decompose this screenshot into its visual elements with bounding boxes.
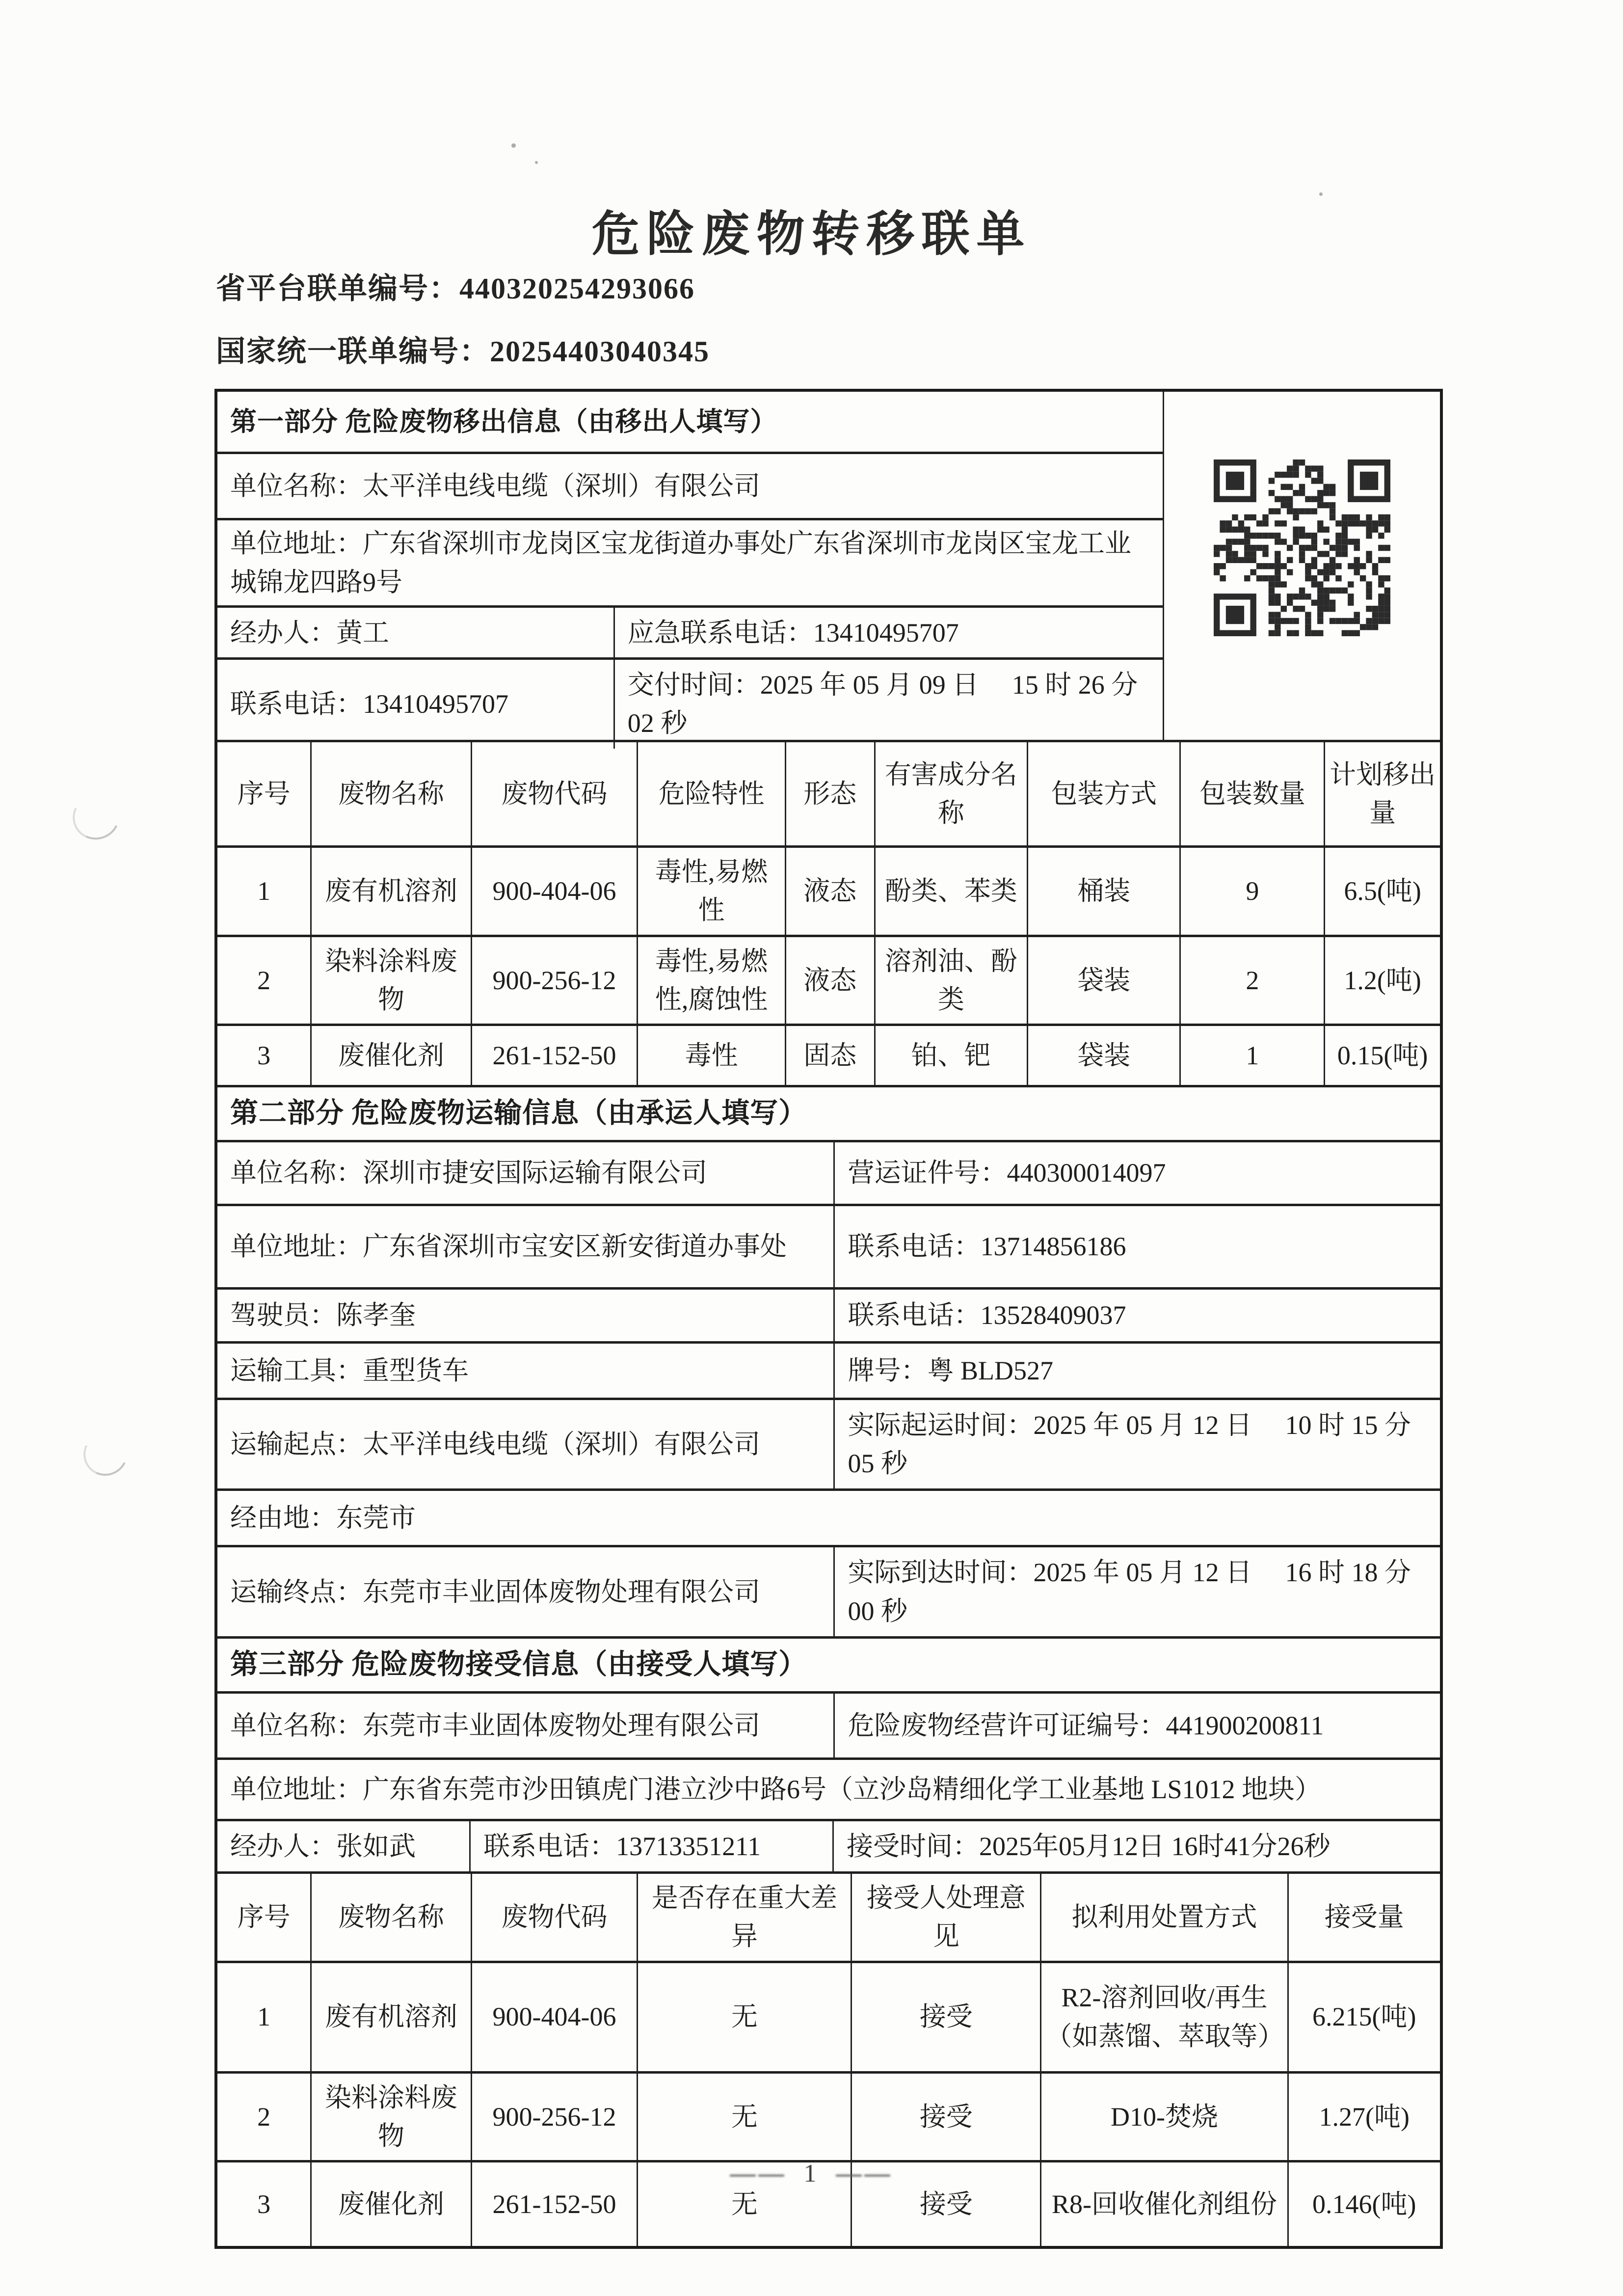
scan-artifact-ring <box>78 1426 134 1482</box>
destination-cell <box>217 1547 833 1636</box>
col-header-component: 有害成分名称 <box>874 742 1027 845</box>
depart-time-value: 2025 年 05 月 12 日 10 时 15 分 05 秒 <box>848 1410 1411 1479</box>
carrier-phone-label: 联系电话： <box>848 1232 981 1262</box>
waste-code: 261-152-50 <box>471 1026 637 1085</box>
page-title: 危险废物转移联单 <box>591 208 1032 261</box>
received-amount: 0.146(吨) <box>1287 2162 1440 2246</box>
disposal-method: D10-焚烧 <box>1040 2074 1287 2161</box>
carrier-address-text <box>230 1227 787 1266</box>
emergency-phone-cell <box>613 608 1163 658</box>
page-number <box>0 2159 1623 2188</box>
planned-amount: 6.5(吨) <box>1324 848 1440 935</box>
carrier-license-cell <box>833 1142 1440 1204</box>
destination-text <box>230 1573 760 1611</box>
unit-address-label: 单位地址： <box>230 529 363 559</box>
waste-out-row-1 <box>217 845 1440 935</box>
via-value: 东莞市 <box>336 1503 416 1533</box>
carrier-license-label: 营运证件号： <box>848 1158 1007 1188</box>
col-header-packaging: 包装方式 <box>1027 742 1179 845</box>
carrier-phone-cell <box>833 1206 1440 1287</box>
origin-cell <box>217 1400 833 1489</box>
origin-text <box>230 1425 760 1463</box>
carrier-name-cell <box>217 1142 833 1204</box>
section2-origin-row <box>217 1398 1440 1489</box>
receiver-opinion: 接受 <box>851 1963 1040 2071</box>
arrive-time-text <box>848 1553 1427 1630</box>
package-count: 1 <box>1179 1026 1324 1085</box>
seq: 1 <box>257 876 271 906</box>
agent-value: 黄工 <box>336 618 389 648</box>
received-amount: 6.215(吨) <box>1287 1963 1440 2071</box>
waste-code: 900-256-12 <box>471 937 637 1024</box>
package-count: 9 <box>1179 848 1324 935</box>
emergency-phone-value: 13410495707 <box>813 618 959 648</box>
depart-time-label: 实际起运时间： <box>848 1410 1034 1440</box>
discrepancy: 无 <box>637 2162 851 2246</box>
destination-value: 东莞市丰业固体废物处理有限公司 <box>363 1577 760 1607</box>
carrier-license-value: 440300014097 <box>1007 1158 1166 1188</box>
driver-phone-cell <box>833 1290 1440 1341</box>
scan-artifact-ring <box>66 787 126 846</box>
depart-time-text <box>848 1406 1427 1483</box>
waste-in-row-2 <box>217 2071 1440 2161</box>
driver-phone-value: 13528409037 <box>980 1300 1126 1330</box>
driver-label: 驾驶员： <box>230 1300 336 1330</box>
section2-destination-row <box>217 1545 1440 1636</box>
section2-header: 第二部分 危险废物运输信息（由承运人填写） <box>230 1098 807 1129</box>
col-header-receiver-opinion: 接受人处理意见 <box>851 1874 1040 1961</box>
agent-label: 经办人： <box>230 618 336 648</box>
section3-address-row <box>217 1757 1440 1819</box>
col-header-waste-code: 废物代码 <box>471 1874 637 1961</box>
packaging: 袋装 <box>1027 937 1179 1024</box>
manifest-table <box>214 389 1443 2249</box>
section3-header-row <box>217 1636 1440 1691</box>
waste-code: 261-152-50 <box>471 2162 637 2246</box>
plate-value: 粤 BLD527 <box>927 1355 1053 1385</box>
qr-code <box>1214 459 1390 636</box>
section2-header-row <box>217 1085 1440 1140</box>
origin-label: 运输起点： <box>230 1429 363 1459</box>
accept-time-label: 接受时间： <box>846 1831 979 1861</box>
seq: 3 <box>257 2189 271 2219</box>
receiver-phone-value: 13713351211 <box>616 1831 761 1861</box>
section2-via-row <box>217 1488 1440 1545</box>
waste-name: 废催化剂 <box>310 1026 470 1085</box>
receiver-name-cell <box>217 1694 833 1757</box>
planned-amount: 1.2(吨) <box>1324 937 1440 1024</box>
section1-agent-row <box>217 605 1163 657</box>
national-manifest-number <box>216 328 710 370</box>
receiver-phone-label: 联系电话： <box>483 1831 616 1861</box>
delivery-time-label: 交付时间： <box>627 670 760 700</box>
planned-amount: 0.15(吨) <box>1324 1026 1440 1085</box>
accept-time-cell <box>832 1821 1440 1871</box>
component: 酚类、苯类 <box>874 848 1027 935</box>
destination-label: 运输终点： <box>230 1577 363 1607</box>
phone-label: 联系电话： <box>230 689 363 719</box>
seq: 3 <box>257 1041 271 1071</box>
receiver-name-value: 东莞市丰业固体废物处理有限公司 <box>363 1710 760 1740</box>
col-header-waste-code: 废物代码 <box>471 742 637 845</box>
col-header-seq: 序号 <box>237 779 291 809</box>
receiver-phone-cell <box>469 1821 832 1871</box>
component: 铂、钯 <box>874 1026 1027 1085</box>
national-manifest-label: 国家统一联单编号： <box>216 335 490 368</box>
col-header-seq: 序号 <box>237 1902 291 1932</box>
col-header-hazard: 危险特性 <box>637 742 784 845</box>
unit-name-label: 单位名称： <box>230 471 363 501</box>
waste-name: 废有机溶剂 <box>310 1963 470 2071</box>
receiver-address-cell <box>217 1760 1440 1819</box>
qr-code-cell <box>1163 392 1440 740</box>
package-count: 2 <box>1179 937 1324 1024</box>
receiver-permit-label: 危险废物经营许可证编号： <box>848 1710 1166 1740</box>
section1-phone-row <box>217 657 1163 740</box>
province-manifest-label: 省平台联单编号： <box>216 272 459 305</box>
seq: 2 <box>257 965 271 995</box>
scan-speck <box>535 161 538 164</box>
packaging: 袋装 <box>1027 1026 1179 1085</box>
disposal-method: R2-溶剂回收/再生（如蒸馏、萃取等） <box>1040 1963 1287 2071</box>
waste-out-row-2 <box>217 935 1440 1024</box>
via-label: 经由地： <box>230 1503 336 1533</box>
col-header-form: 形态 <box>785 742 874 845</box>
agent-cell <box>217 608 613 658</box>
carrier-name-label: 单位名称： <box>230 1158 363 1188</box>
form: 固态 <box>785 1026 874 1085</box>
receiver-permit-cell <box>833 1694 1440 1757</box>
carrier-address-cell <box>217 1206 833 1287</box>
section3-header: 第三部分 危险废物接受信息（由接受人填写） <box>230 1649 807 1680</box>
arrive-time-cell <box>833 1547 1440 1636</box>
col-header-disposal-method: 拟利用处置方式 <box>1040 1874 1287 1961</box>
accept-time-value: 2025年05月12日 16时41分26秒 <box>979 1831 1330 1861</box>
unit-address-value: 广东省深圳市龙岗区宝龙街道办事处广东省深圳市龙岗区宝龙工业城锦龙四路9号 <box>230 529 1131 597</box>
origin-value: 太平洋电线电缆（深圳）有限公司 <box>363 1429 760 1459</box>
province-manifest-number <box>216 265 695 307</box>
waste-out-header-row <box>217 740 1440 845</box>
driver-phone-label: 联系电话： <box>848 1300 981 1330</box>
receiver-agent-value: 张如武 <box>336 1831 416 1861</box>
vehicle-label: 运输工具： <box>230 1355 363 1385</box>
waste-in-header-row <box>217 1871 1440 1961</box>
receiver-agent-label: 经办人： <box>230 1831 336 1861</box>
hazard: 毒性,易燃性,腐蚀性 <box>637 937 784 1024</box>
carrier-phone-value: 13714856186 <box>980 1232 1126 1262</box>
emergency-phone-label: 应急联系电话： <box>627 618 813 648</box>
arrive-time-value: 2025 年 05 月 12 日 16 时 18 分 00 秒 <box>848 1558 1411 1626</box>
footer-left-dash: —— <box>730 2160 787 2188</box>
waste-name: 染料涂料废物 <box>310 2074 470 2161</box>
section2-vehicle-row <box>217 1341 1440 1398</box>
section1-unit-address-cell <box>217 518 1163 605</box>
disposal-method: R8-回收催化剂组份 <box>1040 2162 1287 2246</box>
waste-name: 废催化剂 <box>310 2162 470 2246</box>
receiver-agent-cell <box>217 1821 469 1871</box>
plate-label: 牌号： <box>848 1355 928 1385</box>
receiver-opinion: 接受 <box>851 2162 1040 2246</box>
delivery-time-cell <box>613 660 1163 749</box>
form: 液态 <box>785 848 874 935</box>
section1-unit-name-cell <box>217 452 1163 518</box>
plate-cell <box>833 1344 1440 1398</box>
waste-name: 染料涂料废物 <box>310 937 470 1024</box>
carrier-name-value: 深圳市捷安国际运输有限公司 <box>363 1158 707 1188</box>
province-manifest-value: 440320254293066 <box>459 272 695 305</box>
section1-header: 第一部分 危险废物移出信息（由移出人填写） <box>230 406 777 436</box>
col-header-planned-amount: 计划移出量 <box>1324 742 1440 845</box>
scan-speck <box>511 143 516 148</box>
carrier-address-label: 单位地址： <box>230 1232 363 1262</box>
waste-code: 900-256-12 <box>471 2074 637 2161</box>
unit-name-value: 太平洋电线电缆（深圳）有限公司 <box>363 471 760 501</box>
form: 液态 <box>785 937 874 1024</box>
waste-in-row-1 <box>217 1961 1440 2071</box>
depart-time-cell <box>833 1400 1440 1489</box>
vehicle-cell <box>217 1344 833 1398</box>
footer-page-number: 1 <box>803 2160 820 2188</box>
packaging: 桶装 <box>1027 848 1179 935</box>
footer-right-dash: —— <box>836 2160 893 2188</box>
waste-code: 900-404-06 <box>471 848 637 935</box>
receiver-address-label: 单位地址： <box>230 1774 363 1804</box>
col-header-received-amount: 接受量 <box>1287 1874 1440 1961</box>
col-header-discrepancy: 是否存在重大差异 <box>637 1874 851 1961</box>
unit-address-text <box>230 524 1150 601</box>
receiver-permit-value: 441900200811 <box>1166 1710 1324 1740</box>
waste-out-row-3 <box>217 1024 1440 1085</box>
delivery-time-text <box>628 666 1150 743</box>
national-manifest-value: 20254403040345 <box>490 335 710 368</box>
driver-cell <box>217 1290 833 1341</box>
phone-value: 13410495707 <box>363 689 508 719</box>
carrier-address-value: 广东省深圳市宝安区新安街道办事处 <box>363 1232 787 1262</box>
section2-driver-row <box>217 1287 1440 1341</box>
phone-cell <box>217 660 613 749</box>
seq: 2 <box>257 2102 271 2132</box>
receiver-address-value: 广东省东莞市沙田镇虎门港立沙中路6号（立沙岛精细化学工业基地 LS1012 地块） <box>363 1774 1322 1804</box>
component: 溶剂油、酚类 <box>874 937 1027 1024</box>
section1-block <box>217 392 1440 740</box>
discrepancy: 无 <box>637 1963 851 2071</box>
delivery-time-value: 2025 年 05 月 09 日 15 时 26 分 02 秒 <box>627 670 1138 738</box>
section3-unit-row <box>217 1691 1440 1757</box>
via-cell <box>217 1491 1440 1545</box>
waste-name: 废有机溶剂 <box>310 848 470 935</box>
section2-unit-row <box>217 1140 1440 1204</box>
hazard: 毒性,易燃性 <box>637 848 784 935</box>
driver-value: 陈孝奎 <box>336 1300 416 1330</box>
receiver-name-label: 单位名称： <box>230 1710 363 1740</box>
receiver-opinion: 接受 <box>851 2074 1040 2161</box>
col-header-waste-name: 废物名称 <box>310 742 470 845</box>
discrepancy: 无 <box>637 2074 851 2161</box>
col-header-waste-name: 废物名称 <box>310 1874 470 1961</box>
section3-agent-row <box>217 1819 1440 1871</box>
waste-code: 900-404-06 <box>471 1963 637 2071</box>
vehicle-value: 重型货车 <box>363 1355 469 1385</box>
section2-address-row <box>217 1204 1440 1287</box>
received-amount: 1.27(吨) <box>1287 2074 1440 2161</box>
hazard: 毒性 <box>637 1026 784 1085</box>
seq: 1 <box>257 2002 271 2032</box>
arrive-time-label: 实际到达时间： <box>848 1558 1034 1588</box>
col-header-package-count: 包装数量 <box>1179 742 1324 845</box>
receiver-address-text <box>230 1770 1321 1809</box>
